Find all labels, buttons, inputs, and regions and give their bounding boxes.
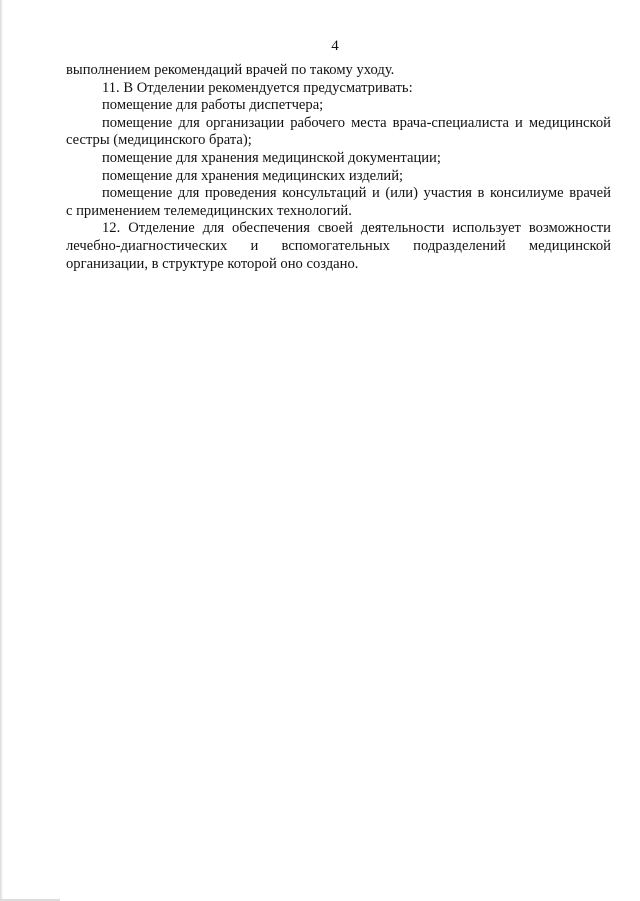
word: деятельности — [360, 220, 445, 237]
word: использует — [452, 220, 521, 237]
word: обеспечения — [232, 220, 310, 237]
word: помещение — [102, 114, 173, 131]
word: и — [515, 114, 523, 131]
word: Отделение — [128, 220, 195, 237]
paragraph-12-line-2 — [66, 238, 611, 256]
word: медицинской — [528, 114, 611, 131]
paragraph-11-heading: 11. В Отделении рекомендуется предусматривать: — [102, 79, 413, 96]
word: участия — [423, 185, 472, 202]
word: врачей — [569, 185, 611, 202]
word: места — [351, 114, 387, 131]
word: лечебно-диагностических — [66, 237, 228, 254]
word: и — [371, 185, 380, 202]
word: 12. — [102, 220, 121, 237]
scan-edge-left — [0, 0, 3, 901]
word: для — [177, 185, 200, 202]
text-line: сестры (медицинского брата); — [66, 132, 252, 149]
list-item-device-storage: помещение для хранения медицинских изделий; — [102, 167, 404, 184]
document-body — [66, 62, 611, 273]
page-number: 4 — [331, 38, 339, 54]
word: возможности — [528, 220, 611, 237]
word: рабочего — [290, 114, 346, 131]
word: вспомогательных — [281, 237, 390, 254]
paragraph-12-line-1 — [66, 220, 611, 238]
word: в — [477, 185, 485, 202]
list-item-dispatcher-room: помещение для работы диспетчера; — [102, 97, 324, 114]
word: и — [250, 237, 259, 254]
word: своей — [317, 220, 353, 237]
text-line: с применением телемедицинских технологий. — [66, 202, 352, 219]
word: (или) — [385, 185, 418, 202]
word: медицинской — [528, 237, 611, 254]
word: помещение — [102, 185, 173, 202]
word: проведения — [204, 185, 277, 202]
word: организации — [205, 114, 285, 131]
list-item-specialist-workplace — [66, 115, 611, 133]
word: врача-специалиста — [392, 114, 510, 131]
text-line: выполнением рекомендаций врачей по такому уходу. — [66, 62, 395, 78]
word: для — [178, 114, 200, 131]
word: подразделений — [413, 237, 506, 254]
list-item-consultation-room — [66, 185, 611, 203]
word: для — [202, 220, 225, 237]
list-item-documentation-storage: помещение для хранения медицинской документации; — [102, 149, 441, 166]
word: консультаций — [282, 185, 367, 202]
word: консилиуме — [489, 185, 564, 202]
text-line: организации, в структуре которой оно создано. — [66, 255, 359, 272]
